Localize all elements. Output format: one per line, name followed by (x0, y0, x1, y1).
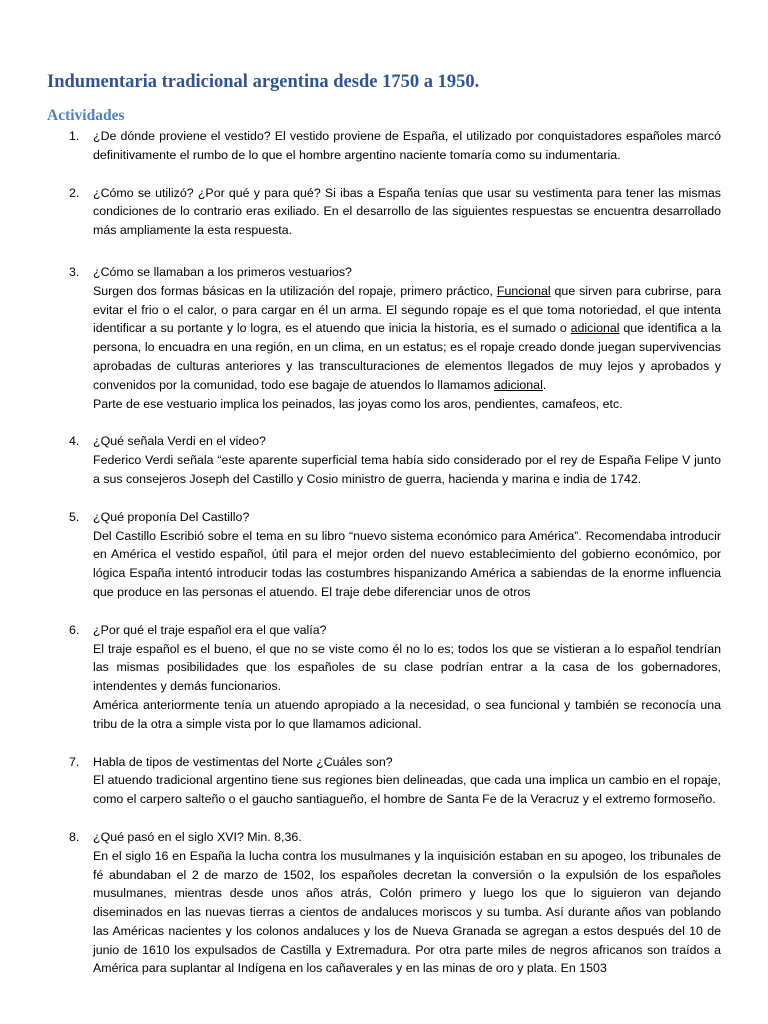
item-body (93, 508, 721, 602)
item-answer: El atuendo tradicional argentino tiene sus regiones bien delineadas, que cada una implica un cambio en el ropaje, como el carpero salteño o el gaucho santiagueño, el hombre de Santa Fe de la Veracruz y el extremo formoseño. (93, 773, 721, 807)
item-answer: El vestido proviene de España, el utilizado por conquistadores españoles marcó definitivamente el rumbo de lo que el hombre argentino naciente tomaría como su indumentaria. (93, 129, 721, 162)
underlined-term: adicional (570, 321, 620, 336)
list-item (0, 263, 768, 413)
item-body (93, 432, 721, 488)
underlined-term: adicional (493, 377, 543, 392)
item-body (93, 753, 721, 809)
item-number: 3. (69, 264, 80, 279)
item-answer: Federico Verdi señala “este aparente superficial tema había sido considerado por el rey de España Felipe V junto a sus consejeros Joseph del Castillo y Cosio ministro de guerra, hacienda y marina e india de 1742. (93, 453, 721, 486)
item-number: 8. (69, 829, 80, 844)
list-item (0, 621, 768, 734)
list-item (0, 828, 768, 978)
item-question: Habla de tipos de vestimentas del Norte ¿Cuáles son? (93, 754, 393, 769)
list-item (0, 753, 768, 809)
underlined-term: Funcional (496, 283, 551, 298)
item-answer-continued: América anteriormente tenía un atuendo apropiado a la necesidad, o sea funcional y también se reconocía una tribu de la otra a simple vista por lo que llamamos adicional. (93, 697, 721, 731)
item-question: ¿Por qué el traje español era el que valía? (93, 622, 327, 637)
item-question: ¿Cómo se llamaban a los primeros vestuarios? (93, 264, 352, 279)
list-item (0, 508, 768, 602)
list-item (0, 432, 768, 488)
item-body (93, 184, 721, 240)
section-heading: Actividades (47, 107, 125, 124)
item-number: 6. (69, 622, 80, 637)
item-answer: Si ibas a España tenías que usar su vestimenta para tener las mismas condiciones de lo contrario eras exiliado. En el desarrollo de las siguientes respuestas se encuentra desarrollado más ampliamente la esta respuesta. (93, 185, 721, 238)
item-body (93, 127, 721, 165)
item-answer-continued: Parte de ese vestuario implica los peinados, las joyas como los aros, pendientes, camafeos, etc. (93, 396, 623, 411)
item-body (93, 263, 721, 413)
list-item (0, 184, 768, 240)
item-answer: El traje español es el bueno, el que no se viste como él no lo es; todos los que se vistieran a lo español tendrían las mismas posibilidades que los españoles de su clase podrían entrar a la casa de los gobernadores, intendentes y demás funcionarios. (93, 641, 721, 694)
item-question: ¿Qué pasó en el siglo XVI? Min. 8,36. (93, 829, 302, 844)
item-number: 4. (69, 434, 80, 449)
item-number: 7. (69, 754, 80, 769)
item-number: 2. (69, 185, 80, 200)
document-title: Indumentaria tradicional argentina desde 1750 a 1950. (47, 72, 480, 92)
activities-list (0, 127, 768, 997)
item-question: ¿Qué señala Verdi en el video? (93, 434, 266, 449)
item-question: ¿Cómo se utilizó? ¿Por qué y para qué? (93, 185, 321, 200)
item-answer: En el siglo 16 en España la lucha contra los musulmanes y la inquisición estaban en su apogeo, los tribunales de fé abundaban el 2 de marzo de 1502, los españoles decretan la conversión o la expulsión de los españoles musulmanes, mientras desde unos años atrás, Colón primero y luego los que lo siguieron van dejando diseminados en las nuevas tierras a cientos de andaluces moriscos y su tumba. Así durante años van poblando las Américas nacientes y los colonos andaluces y los de Nueva Granada se agregan a estos después del 10 de junio de 1610 los expulsados de Castilla y Extremadura. Por otra parte miles de negros africanos son traídos a América para suplantar al Indígena en los cañaverales y en las minas de oro y plata. En 1503 (93, 848, 721, 976)
item-body (93, 828, 721, 978)
item-body (93, 621, 721, 734)
list-item (0, 127, 768, 165)
item-number: 1. (69, 129, 80, 143)
item-question: ¿De dónde proviene el vestido? (93, 129, 271, 143)
item-question: ¿Qué proponía Del Castillo? (93, 509, 250, 524)
item-number: 5. (69, 509, 80, 524)
item-answer: Surgen dos formas básicas en la utilización del ropaje, primero práctico, Funcional que sirven para cubrirse, para evitar el frio o el calor, o para cargar en él un arma. El segundo ropaje es el que toma notoriedad, el que intenta identificar a su portante y lo logra, es el atuendo que inicia la historia, es el sumado o adicional que identifica a la persona, lo encuadra en una región, en un clima, en un estatus; es el ropaje creado donde juegan supervivencias aprobadas de culturas anteriores y las transculturaciones de elementos llegados de muy lejos y aprobados y convenidos por la comunidad, todo ese bagaje de atuendos lo llamamos adicional. (93, 283, 721, 392)
item-answer: Del Castillo Escribió sobre el tema en su libro “nuevo sistema económico para América”. Recomendaba introducir en América el vestido español, útil para el mejor orden del nuevo establecimiento del gobierno económico, por lógica España intentó introducir todas las costumbres hispanizando América a sabiendas de la enorme influencia que produce en las personas el atuendo. El traje debe diferenciar unos de otros (93, 528, 721, 599)
